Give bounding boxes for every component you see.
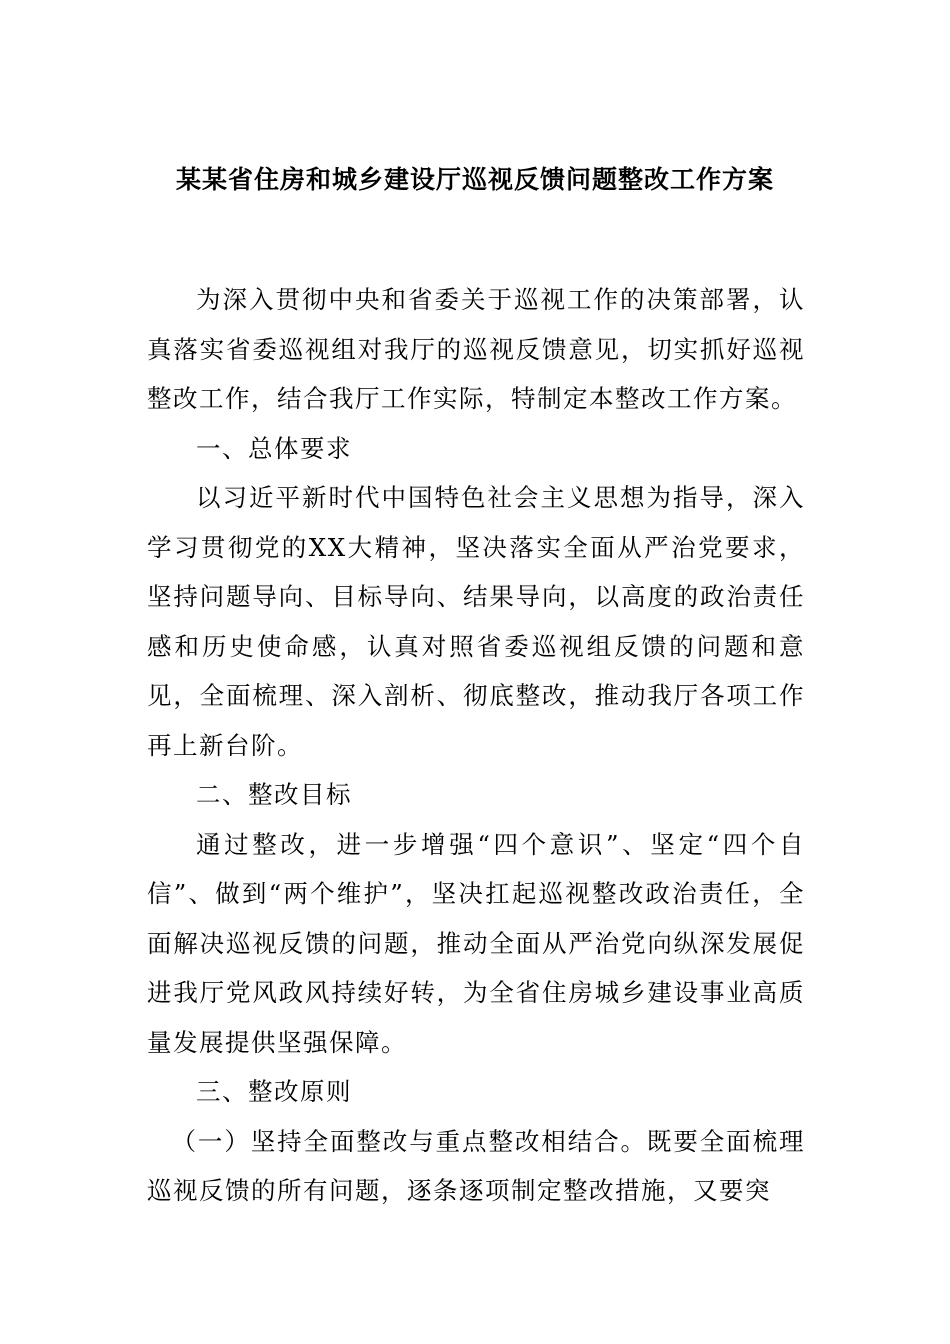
- section-heading-rectification-goals: 二、整改目标: [196, 780, 352, 809]
- section-paragraph-overall-requirements: 以习近平新时代中国特色社会主义思想为指导，深入学习贯彻党的XX大精神，坚决落实全面从严治党要求，坚持问题导向、目标导向、结果导向，以高度的政治责任感和历史使命感，认真对照省委巡视组反馈的问题和意见，全面梳理、深入剖析、彻底整改，推动我厅各项工作再上新台阶。: [147, 483, 805, 760]
- document-title: 某某省住房和城乡建设厅巡视反馈问题整改工作方案: [175, 165, 774, 194]
- section-heading-rectification-principles: 三、整改原则: [196, 1077, 352, 1106]
- section-heading-overall-requirements: 一、总体要求: [196, 433, 352, 463]
- section-paragraph-rectification-goals: 通过整改，进一步增强“四个意识”、坚定“四个自信”、做到“两个维护”，坚决扛起巡视整改政治责任，全面解决巡视反馈的问题，推动全面从严治党向纵深发展促进我厅党风政风持续好转，为全省住房城乡建设事业高质量发展提供坚强保障。: [147, 829, 805, 1057]
- document-body: [147, 275, 805, 1216]
- principle-item-1: （一）坚持全面整改与重点整改相结合。既要全面梳理巡视反馈的所有问题，逐条逐项制定整改措施，又要突: [147, 1126, 805, 1205]
- intro-paragraph: 为深入贯彻中央和省委关于巡视工作的决策部署，认真落实省委巡视组对我厅的巡视反馈意见，切实抓好巡视整改工作，结合我厅工作实际，特制定本整改工作方案。: [147, 285, 805, 413]
